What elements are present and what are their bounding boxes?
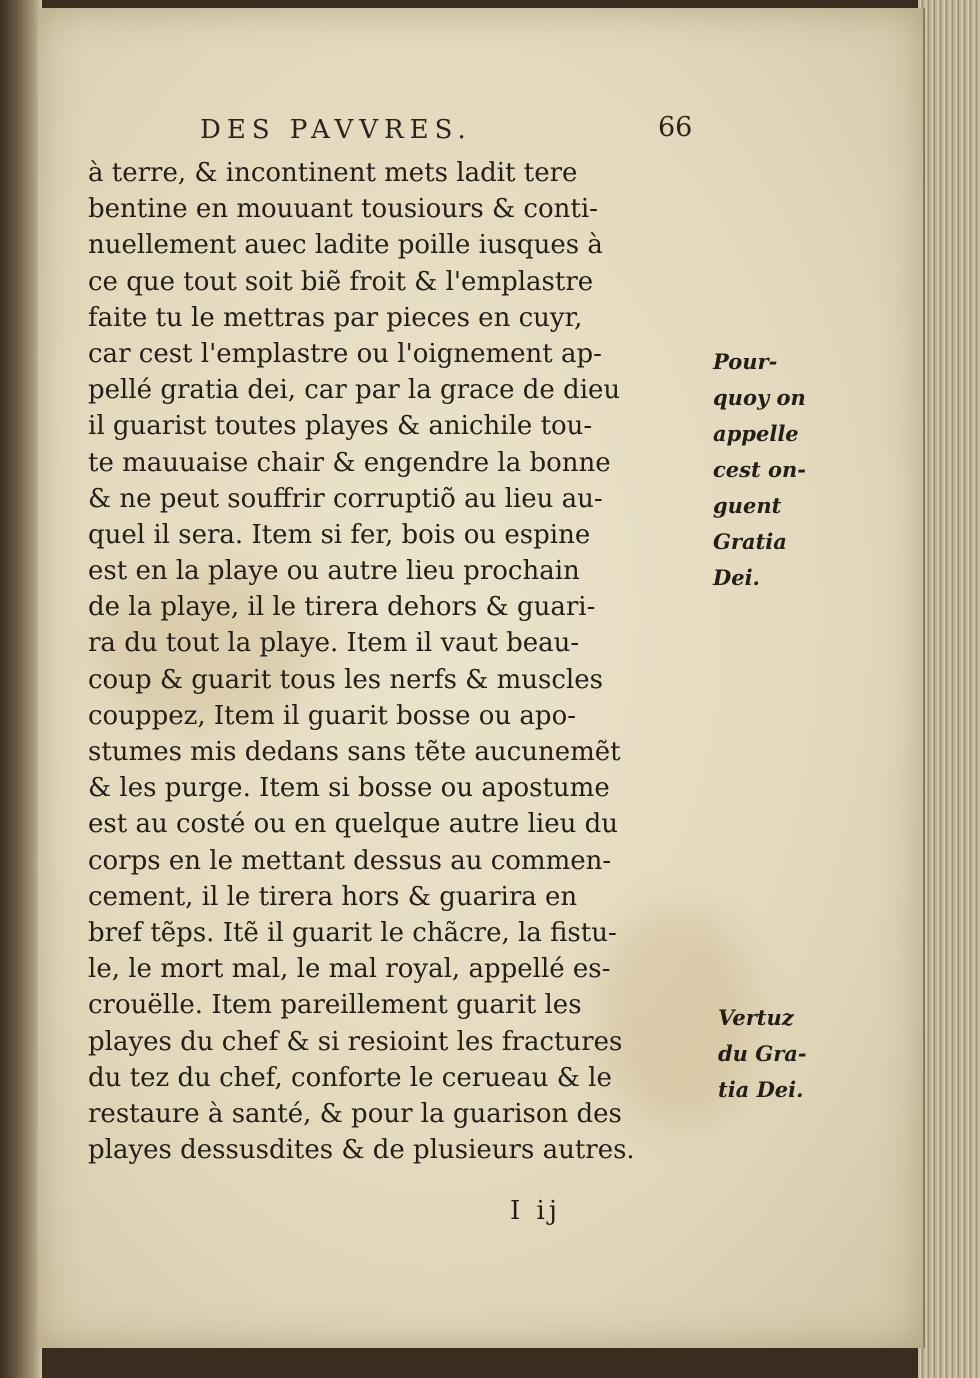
text-line: pellé gratia dei, car par la grace de dieu xyxy=(88,375,621,406)
signature-mark: I ij xyxy=(510,1196,561,1226)
marginal-note-line: Vertuz xyxy=(718,1005,794,1030)
marginal-note-line: tia Dei. xyxy=(718,1077,804,1102)
text-line: il guarist toutes playes & anichile tou- xyxy=(88,411,593,442)
marginal-note-line: Gratia xyxy=(713,529,787,554)
text-line: bref tẽps. Itẽ il guarit le chãcre, la fistu- xyxy=(88,917,617,948)
text-line: te mauuaise chair & engendre la bonne xyxy=(88,447,611,478)
body-text xyxy=(88,155,703,1168)
text-line: car cest l'emplastre ou l'oignement ap- xyxy=(88,338,602,369)
text-line: corps en le mettant dessus au commen- xyxy=(88,845,612,876)
text-line: quel il sera. Item si fer, bois ou espine xyxy=(88,519,591,550)
marginal-note-line: Dei. xyxy=(713,565,760,590)
text-line: crouëlle. Item pareillement guarit les xyxy=(88,990,582,1021)
marginal-note-line: quoy on xyxy=(713,385,806,410)
text-line: faite tu le mettras par pieces en cuyr, xyxy=(88,302,583,333)
marginal-note xyxy=(713,344,806,596)
book-gutter xyxy=(0,0,42,1378)
text-line: playes dessusdites & de plusieurs autres. xyxy=(88,1135,635,1166)
page-edges xyxy=(918,0,980,1378)
text-line: cement, il le tirera hors & guarira en xyxy=(88,881,578,912)
text-line: & ne peut souffrir corruptiõ au lieu au- xyxy=(88,483,603,514)
page-number: 66 xyxy=(658,112,693,143)
marginal-note-line: guent xyxy=(713,493,782,518)
marginal-note-line: du Gra- xyxy=(718,1041,807,1066)
text-line: nuellement auec ladite poille iusques à xyxy=(88,230,603,261)
marginal-note-line: appelle xyxy=(713,421,799,446)
text-line: ce que tout soit biẽ froit & l'emplastre xyxy=(88,266,594,297)
text-line: le, le mort mal, le mal royal, appellé es- xyxy=(88,954,611,985)
text-line: & les purge. Item si bosse ou apostume xyxy=(88,773,610,804)
text-line: ra du tout la playe. Item il vaut beau- xyxy=(88,628,580,659)
text-line: de la playe, il le tirera dehors & guari- xyxy=(88,592,596,623)
text-line: stumes mis dedans sans tẽte aucunemẽt xyxy=(88,737,621,767)
text-line: couppez, Item il guarit bosse ou apo- xyxy=(88,700,577,731)
text-line: à terre, & incontinent mets ladit tere xyxy=(88,158,578,188)
text-line: est au costé ou en quelque autre lieu du xyxy=(88,809,618,840)
marginal-note-line: Pour- xyxy=(713,349,778,374)
marginal-note-line: cest on- xyxy=(713,457,806,482)
text-line: du tez du chef, conforte le cerueau & le xyxy=(88,1062,612,1093)
text-line: est en la playe ou autre lieu prochain xyxy=(88,556,580,587)
marginal-note xyxy=(718,1000,807,1108)
running-head: DES PAVVRES. xyxy=(200,115,472,145)
text-line: bentine en mouuant tousiours & conti- xyxy=(88,194,598,225)
text-line: coup & guarit tous les nerfs & muscles xyxy=(88,664,603,695)
text-line: restaure à santé, & pour la guarison des xyxy=(88,1098,622,1129)
text-line: playes du chef & si resioint les fractures xyxy=(88,1026,623,1057)
